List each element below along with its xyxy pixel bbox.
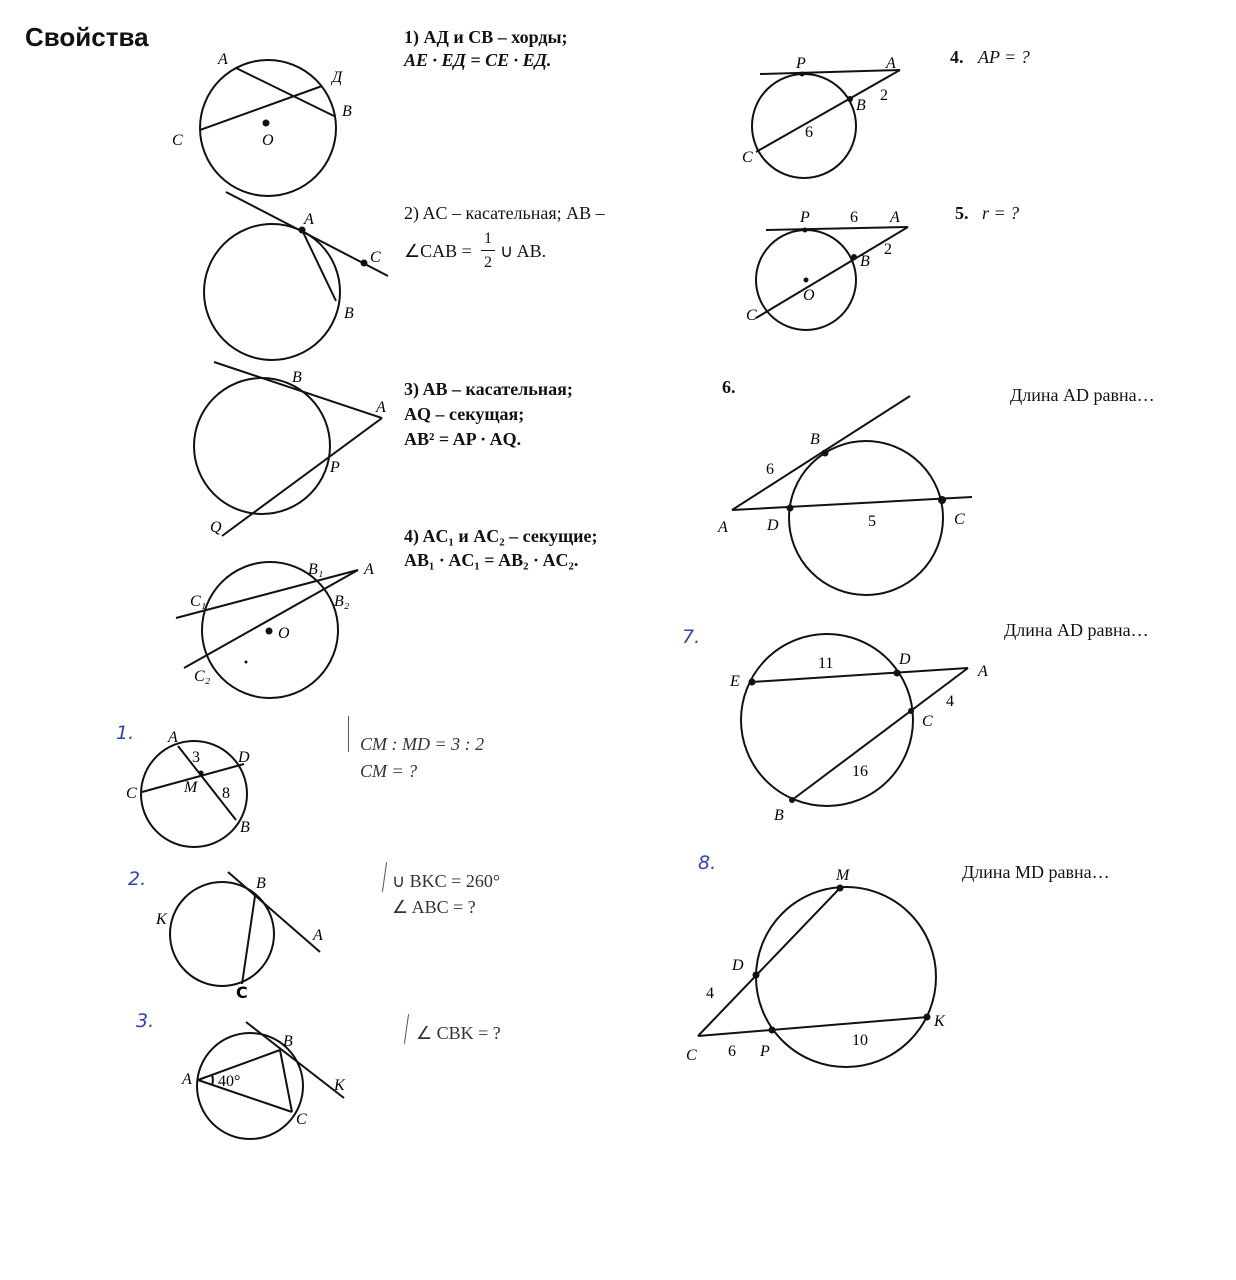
label-c: C: [686, 1047, 697, 1064]
property-2-line2-left: ∠CAB =: [404, 241, 472, 261]
label-o: O: [803, 287, 815, 304]
side-bc: [280, 1050, 292, 1112]
length-11: 11: [818, 655, 834, 672]
stray-dot: [245, 661, 248, 664]
label-c: C: [370, 249, 381, 266]
property-2-frac-den: 2: [484, 254, 492, 271]
length-6: 6: [766, 461, 774, 478]
label-b: B: [256, 875, 266, 892]
point-m: [199, 771, 204, 776]
label-p: P: [800, 209, 810, 226]
task-2-line1: ∪ BKC = 260°: [392, 871, 501, 891]
label-k: K: [156, 911, 167, 928]
property-3-line2: AQ – секущая;: [404, 404, 525, 424]
task-4-question: AP = ?: [978, 47, 1030, 67]
label-c: C: [296, 1111, 307, 1128]
point-e: [749, 679, 756, 686]
task-7-number: 7.: [682, 626, 701, 648]
point-c: [938, 496, 946, 504]
figure-2-circle: [204, 224, 340, 360]
secant-ac2: [184, 570, 358, 668]
point-d: [787, 505, 794, 512]
property-3-line1: 3) AB – касательная;: [404, 379, 573, 399]
point-b: [822, 450, 829, 457]
point-m: [837, 885, 844, 892]
task-8-figure: [698, 887, 936, 1067]
task-4-circle: [752, 74, 856, 178]
figure-3-circle: [194, 378, 330, 514]
label-q: Q: [210, 519, 222, 536]
length-5: 5: [868, 513, 876, 530]
label-a: A: [218, 51, 228, 68]
label-k: K: [934, 1013, 945, 1030]
task-7-labels: [729, 651, 988, 824]
property-1-line2: АЕ · ЕД = СЕ · ЕД.: [404, 50, 552, 70]
label-c: C: [172, 132, 183, 149]
property-2-frac-num: 1: [484, 230, 492, 247]
point-k: [924, 1014, 931, 1021]
label-b: B: [810, 431, 820, 448]
tangent-ap: [760, 70, 900, 74]
task-7-figure: [741, 634, 968, 806]
task-6-circle: [789, 441, 943, 595]
label-d: D: [899, 651, 911, 668]
length-3: 3: [192, 749, 200, 766]
figure-chords: [200, 60, 336, 196]
label-o: O: [262, 132, 274, 149]
property-1-line1: 1) АД и СВ – хорды;: [404, 27, 568, 47]
tangent-ab: [732, 396, 910, 510]
label-a: A: [182, 1071, 192, 1088]
label-a: A: [168, 729, 178, 746]
label-b: B: [240, 819, 250, 836]
point-d: [753, 972, 760, 979]
task-5-labels: [746, 209, 900, 324]
label-c: C: [236, 983, 248, 1002]
point-p: [800, 72, 805, 77]
label-o: O: [278, 625, 290, 642]
task-3-number: 3.: [136, 1010, 155, 1032]
task-6-figure: [732, 396, 972, 595]
task-2-line2: ∠ ABC = ?: [392, 897, 476, 917]
figure-tangent-secant: [194, 362, 382, 536]
length-6: 6: [728, 1043, 736, 1060]
length-6: 6: [805, 124, 813, 141]
length-8: 8: [222, 785, 230, 802]
length-10: 10: [852, 1032, 868, 1049]
task-8-circle: [756, 887, 936, 1067]
point-p: [803, 228, 808, 233]
page-title: Свойства: [25, 22, 149, 52]
length-16: 16: [852, 763, 868, 780]
angle-value: 40°: [218, 1073, 241, 1090]
label-b: B: [283, 1033, 293, 1050]
length-2: 2: [884, 241, 892, 258]
task-6-question: Длина AD равна…: [1010, 385, 1155, 405]
point-b: [851, 254, 857, 260]
task-2-figure: [170, 872, 320, 986]
task-1-labels: [126, 729, 250, 836]
label-p: P: [330, 459, 340, 476]
figure-1-labels: [172, 51, 352, 149]
label-c: C: [954, 511, 965, 528]
task-8-number: 8.: [698, 852, 717, 874]
label-b: B: [342, 103, 352, 120]
point-d: [894, 670, 901, 677]
task-2-number: 2.: [128, 868, 147, 890]
task-6-labels: [717, 431, 965, 536]
label-a: A: [376, 399, 386, 416]
tangent-ap: [766, 227, 908, 230]
label-b1: B₁: [308, 561, 324, 578]
point-b: [847, 96, 853, 102]
length-6: 6: [850, 209, 858, 226]
label-e: E: [730, 673, 740, 690]
task-6-number: 6.: [722, 377, 736, 397]
center-point: [266, 628, 273, 635]
label-a: A: [886, 55, 896, 72]
label-b: B: [774, 807, 784, 824]
property-4-line2: AB₁ · AC₁ = AB₂ · AC₂.: [404, 550, 579, 570]
label-c: C: [746, 307, 757, 324]
label-b: B: [856, 97, 866, 114]
label-b: B: [860, 253, 870, 270]
figure-tangent-chord: [204, 192, 388, 360]
point-b: [789, 797, 795, 803]
task-1-number: 1.: [116, 722, 135, 744]
label-c: C: [126, 785, 137, 802]
point-c: [908, 708, 914, 714]
label-a: A: [890, 209, 900, 226]
label-d: D: [238, 749, 250, 766]
length-4: 4: [706, 985, 714, 1002]
task-5-number: 5.: [955, 203, 969, 223]
length-2: 2: [880, 87, 888, 104]
task-2-labels: [155, 875, 323, 1002]
label-d: Д: [332, 69, 343, 86]
label-a: A: [313, 927, 323, 944]
task-7-question: Длина AD равна…: [1004, 620, 1149, 640]
property-3-line3: AB² = AP · AQ.: [404, 429, 522, 449]
label-c1: C₁: [190, 593, 207, 610]
tangent-bk: [246, 1022, 344, 1098]
label-m: M: [836, 867, 850, 884]
label-c: C: [742, 149, 753, 166]
label-m: M: [184, 779, 198, 796]
figure-1-circle: [200, 60, 336, 196]
point-o: [804, 278, 809, 283]
chord-cd: [200, 86, 322, 130]
secant-ck: [698, 1017, 928, 1036]
label-d: D: [767, 517, 779, 534]
figure-3-labels: [210, 369, 386, 536]
task-3-line1: ∠ CBK = ?: [416, 1023, 501, 1043]
secant-cm: [698, 888, 840, 1036]
label-c2: C₂: [194, 668, 211, 685]
label-b: B: [292, 369, 302, 386]
property-4-line1: 4) AC₁ и AC₂ – секущие;: [404, 526, 598, 546]
task-8-question: Длина MD равна…: [962, 862, 1110, 882]
point-c: [361, 260, 368, 267]
task-4-number: 4.: [950, 47, 964, 67]
label-a: A: [978, 663, 988, 680]
label-d: D: [732, 957, 744, 974]
secant-ab: [792, 668, 968, 800]
figure-4-labels: [190, 561, 374, 685]
task-1-line2: CM = ?: [360, 761, 418, 781]
chord-ab: [236, 68, 334, 116]
label-b2: B₂: [334, 593, 350, 610]
task-4-figure: [752, 70, 900, 178]
property-2-line2-right: ∪ AB.: [500, 241, 547, 261]
secant-aq: [222, 418, 382, 536]
label-k: K: [334, 1077, 345, 1094]
label-p: P: [760, 1043, 770, 1060]
label-a: A: [364, 561, 374, 578]
label-p: P: [796, 55, 806, 72]
task-5-question: r = ?: [982, 203, 1020, 223]
label-a: A: [304, 211, 314, 228]
label-b: B: [344, 305, 354, 322]
chord-bc: [242, 896, 255, 984]
center-point: [263, 120, 270, 127]
secant-ae: [752, 668, 968, 682]
point-p: [769, 1027, 776, 1034]
secant-ac: [732, 497, 972, 510]
label-a: A: [718, 519, 728, 536]
task-1-line1: CM : MD = 3 : 2: [360, 734, 485, 754]
property-2-line1: 2) AC – касательная; AB –: [404, 203, 605, 223]
length-4: 4: [946, 693, 954, 710]
label-c: C: [922, 713, 933, 730]
angle-arc: [212, 1075, 213, 1085]
